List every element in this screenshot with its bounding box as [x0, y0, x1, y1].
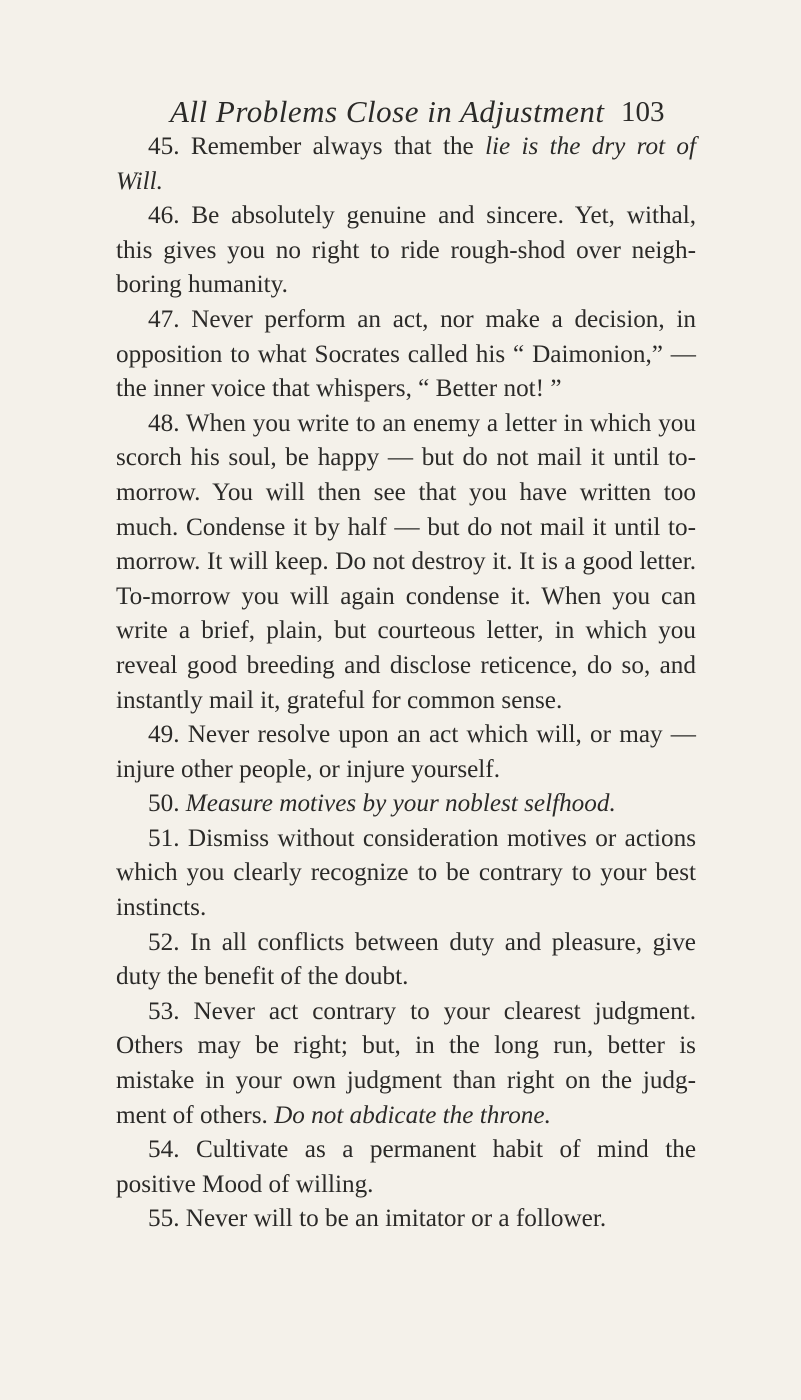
numbered-paragraph	[116, 995, 696, 1133]
paragraph-text: Never will to be an imitator or a follower.	[185, 1205, 607, 1233]
italic-text: lie is the dry rot of Will.	[116, 133, 697, 195]
paragraph-text: Never act contrary to your clearest judgment. Others may be right; but, in the long run, better is mistake in your own judgment than right on the judg-ment of others.	[116, 997, 697, 1129]
numbered-paragraph	[116, 130, 696, 199]
paragraph-number: 48.	[148, 409, 180, 437]
paragraph-text: In all conflicts between duty and pleasure, give duty the benefit of the doubt.	[116, 928, 696, 991]
paragraph-number: 54.	[148, 1136, 180, 1164]
paragraph-text: Remember always that the	[190, 133, 486, 160]
italic-text: Measure motives by your noblest selfhood.	[185, 790, 616, 818]
body-text	[116, 130, 696, 1237]
paragraph-text: When you write to an enemy a letter in which you scorch his soul, be happy — but do not mail it until to-morrow. You will then see that you have written too much. Condense it by half — but do not mail it until to-morrow. It will keep. Do not destroy it. It is a good letter. To-morrow you will again condense it. When you can write a brief, plain, but courteous letter, in which you reveal good breeding and disclose reticence, do so, and instantly mail it, grateful for common sense.	[116, 409, 696, 714]
numbered-paragraph	[116, 1133, 696, 1202]
paragraph-number: 52.	[148, 928, 180, 956]
paragraph-text: Never perform an act, nor make a decision, in opposition to what Socrates called his “ Daimonion,” — the inner voice that whispers, “ Better not! ”	[116, 305, 696, 403]
numbered-paragraph	[116, 199, 696, 303]
page-number: 103	[621, 96, 665, 128]
numbered-paragraph	[116, 787, 696, 822]
numbered-paragraph	[116, 303, 696, 407]
paragraph-number: 47.	[148, 305, 180, 333]
numbered-paragraph	[116, 926, 696, 995]
running-title: All Problems Close in Adjustment	[170, 94, 605, 129]
paragraph-number: 49.	[148, 721, 180, 749]
numbered-paragraph	[116, 407, 696, 718]
paragraph-number: 51.	[148, 824, 180, 852]
paragraph-text: Cultivate as a permanent habit of mind the positive Mood of willing.	[116, 1136, 697, 1198]
paragraph-number: 46.	[148, 202, 180, 230]
paragraph-number: 55.	[148, 1205, 180, 1233]
italic-text: Do not abdicate the throne.	[274, 1101, 551, 1129]
paragraph-text: Be absolutely genuine and sincere. Yet, withal, this gives you no right to ride rough-shod over neigh-boring humanity.	[116, 202, 697, 299]
paragraph-text: Dismiss without consideration motives or actions which you clearly recognize to be contrary to your best instincts.	[116, 824, 697, 922]
paragraph-text: Never resolve upon an act which will, or may — injure other people, or injure yourself.	[116, 721, 696, 783]
numbered-paragraph	[116, 1202, 696, 1237]
paragraph-number: 45.	[148, 133, 180, 160]
numbered-paragraph	[116, 718, 696, 787]
paragraph-number: 53.	[148, 997, 180, 1025]
paragraph-number: 50.	[148, 790, 180, 818]
numbered-paragraph	[116, 822, 696, 926]
